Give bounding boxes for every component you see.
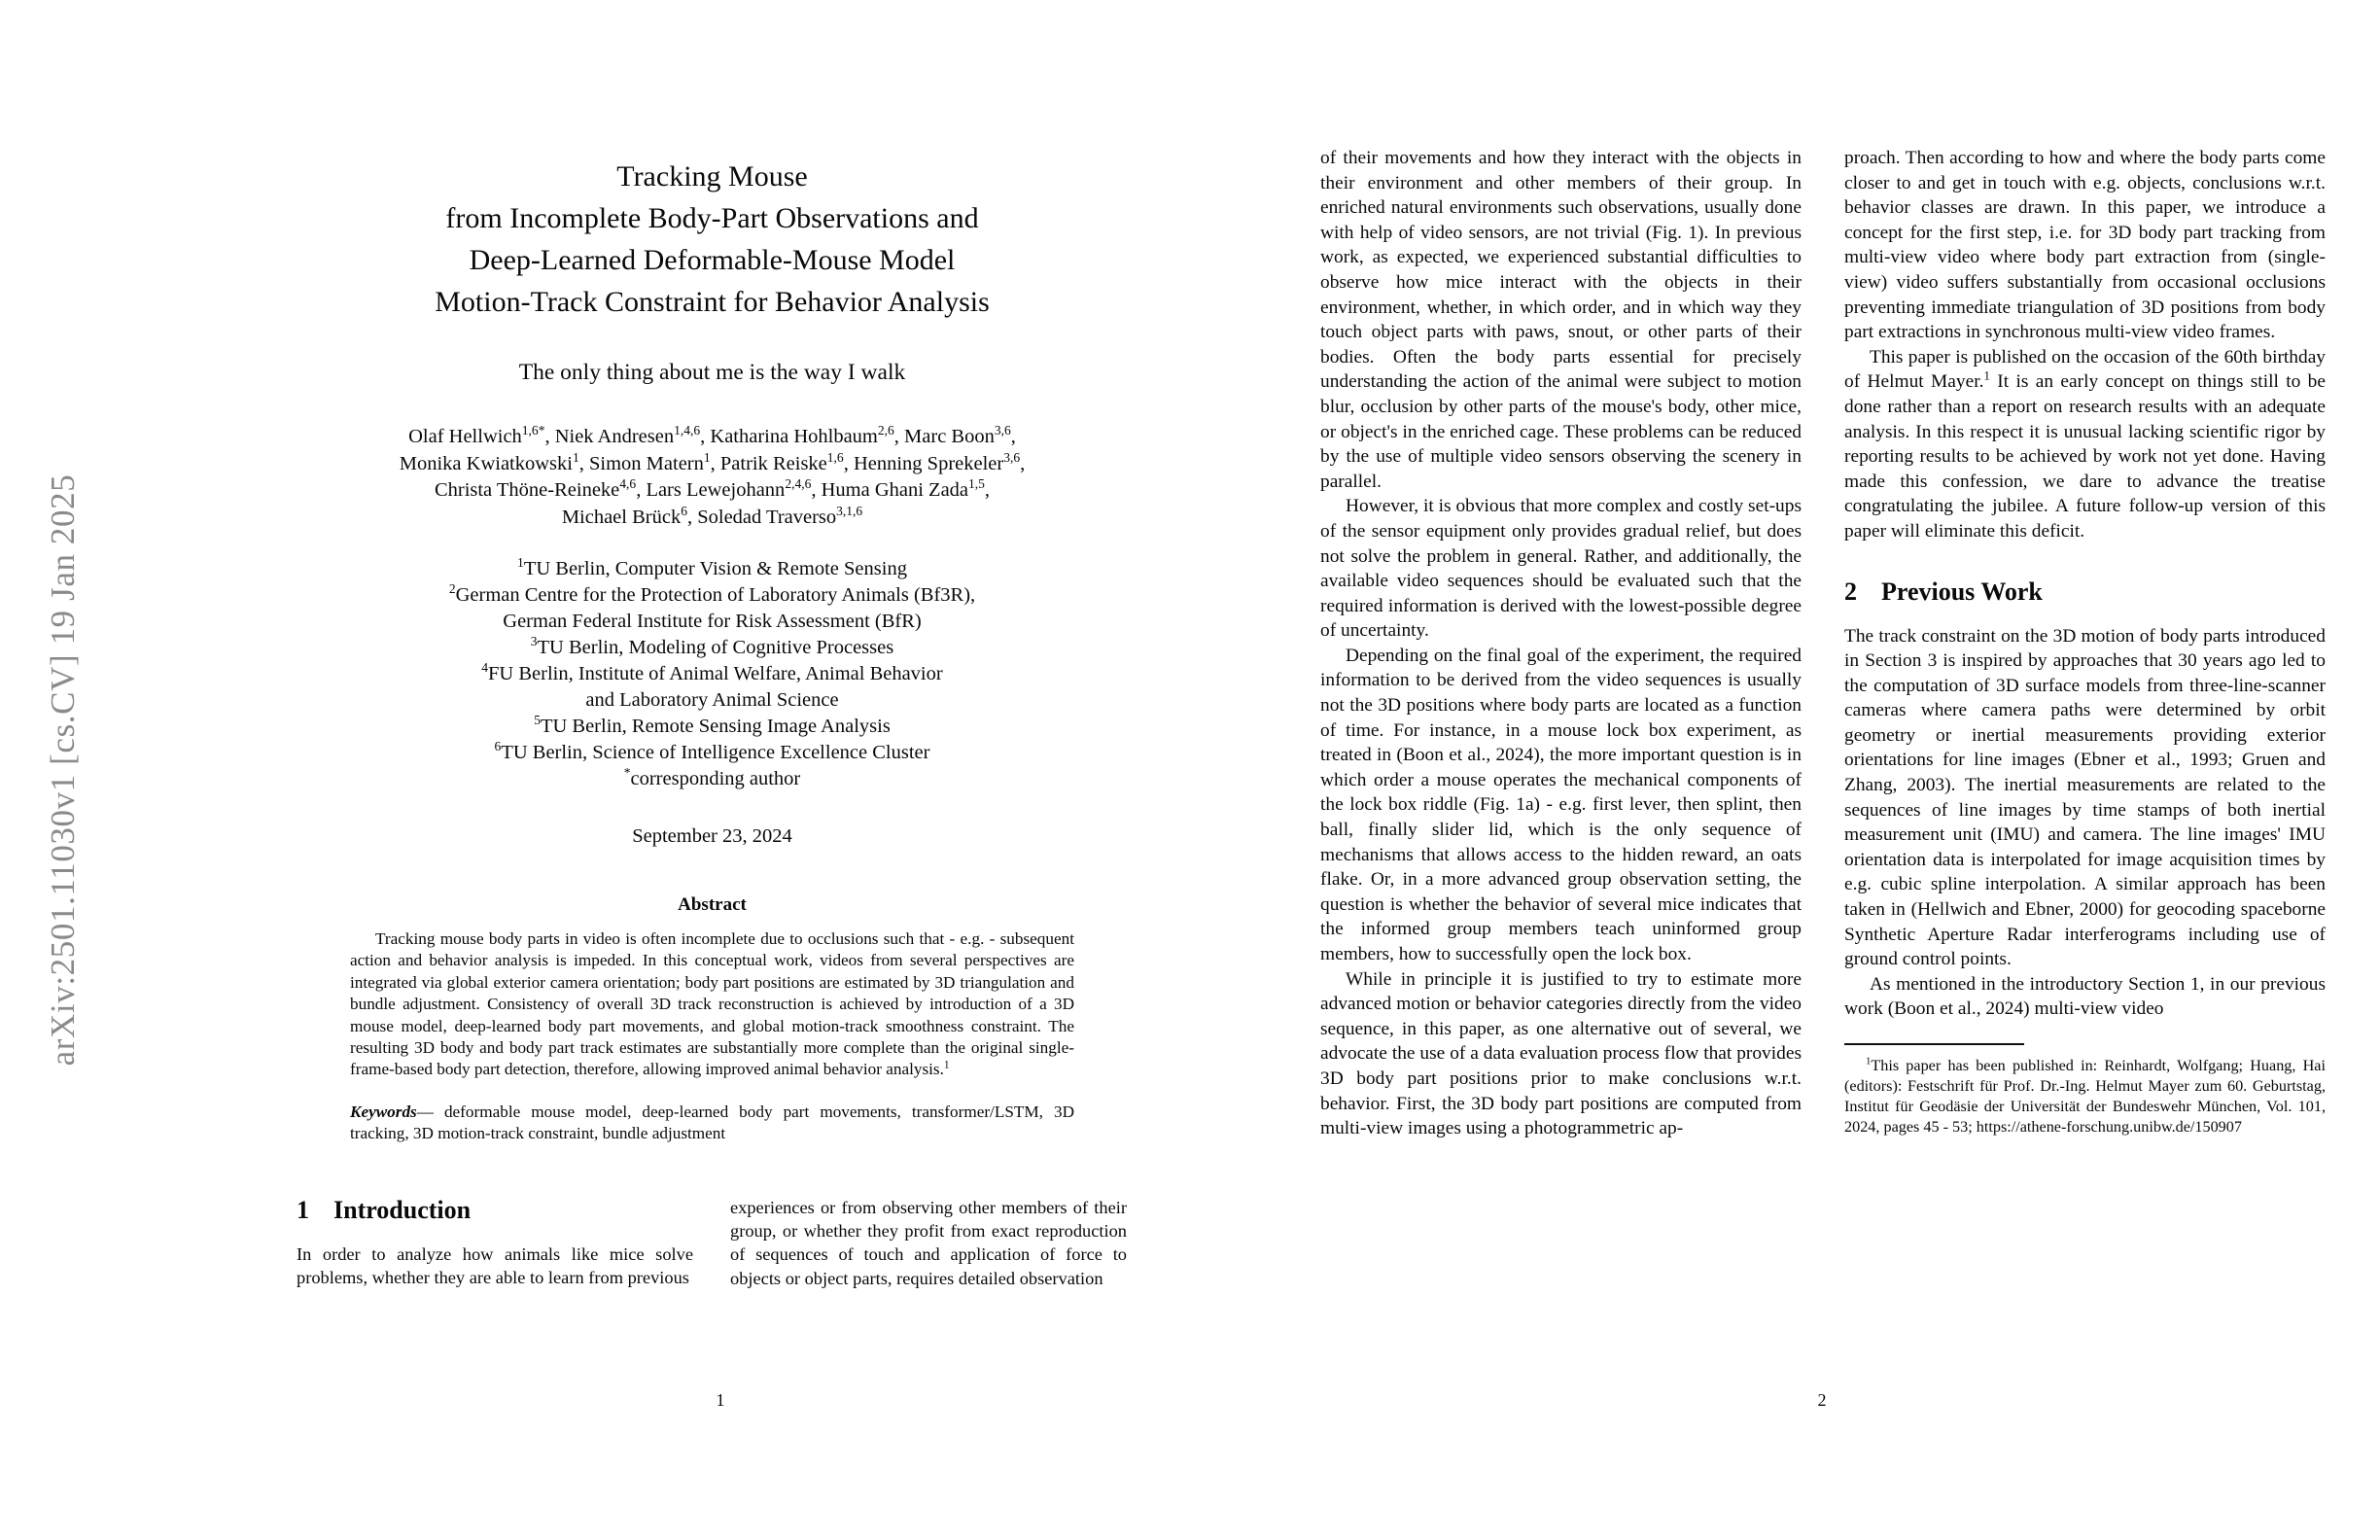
author-line-4: Michael Brück$^6$, Soledad Traverso$^{3,1,6}$ [561,503,863,528]
footnote-text: $^1$This paper has been published in: Reinhardt, Wolfgang; Huang, Hai (editors): Festschrift für Prof. Dr.-Ing. Helmut Mayer zum 60. Geburtstag, Institut für Geodäsie der Universität der Bundeswehr München, Vol. 101, 2024, pages 45 - 53; https://athene-forschung.unibw.de/150907 [1844,1055,2326,1137]
intro-paragraph-left: In order to analyze how animals like mice solve problems, whether they are able to learn from previous [297,1243,693,1287]
p2-right-paragraph-1: proach. Then according to how and where the body parts come closer to and get in touch with e.g. objects, conclusions w.r.t. behavior classes are drawn. In this paper, we introduce a concept for the first step, i.e. for 3D body part tracking from multi-view video where body part extraction from (single-view) video suffers substantially from occasional occlusions preventing immediate triangulation of 3D positions from body part extractions in synchronous multi-view video frames. [1844,148,2326,343]
p2-left-paragraph-4: While in principle it is justified to try to estimate more advanced motion or behavior categories directly from the video sequence, in this paper, as one alternative out of several, we advocate the use of a data evaluation process flow that provides 3D body part positions prior to make conclusions w.r.t. behavior. First, the 3D body part positions are computed from multi-view images using a photogrammetric ap- [1320,968,1802,1139]
keywords-text: deformable mouse model, deep-learned body part movements, transformer/LSTM, 3D tracking, 3D motion-track constraint, bundle adjustment [350,1102,1074,1143]
author-line-3: Christa Thöne-Reineke$^{4,6}$, Lars Lewejohann$^{2,4,6}$, Huma Ghani Zada$^{1,5}$, [434,476,991,501]
affiliation-5: $^5$TU Berlin, Remote Sensing Image Analysis [534,713,891,737]
p2-right-paragraph-3: The track constraint on the 3D motion of body parts introduced in Section 3 is inspired by approaches that 30 years ago led to the computation of 3D surface models from three-line-scanner cameras where camera paths were determined by orbit geometry or inertial measurements providing exterior orientations for line images (Ebner et al., 1993; Gruen and Zhang, 2003). The inertial measurements are related to the sequences of line images by time stamps of both inertial measurement unit (IMU) and camera. The line images' IMU orientation data is interpolated for image acquisition times by e.g. cubic spline interpolation. A similar approach has been taken in (Hellwich and Ebner, 2000) for geocoding spaceborne Synthetic Aperture Radar interferograms including use of ground control points. [1844,625,2326,970]
affiliation-6: $^6$TU Berlin, Science of Intelligence Excellence Cluster [494,739,930,763]
affiliation-1: $^1$TU Berlin, Computer Vision & Remote Sensing [517,555,907,579]
section-gap [1844,544,2326,578]
paper-subtitle: The only thing about me is the way I walk [518,360,906,385]
intro-column-right [730,1196,1127,1290]
abstract-text: Tracking mouse body parts in video is often incomplete due to occlusions such that - e.g. - subsequent action and behavior analysis is impeded. In this conceptual work, videos from several perspectives are integrated via global exterior camera orientation; body part positions are estimated by 3D triangulation and bundle adjustment. Consistency of overall 3D track reconstruction is achieved by introduction of a 3D mouse model, deep-learned body part movements, and global motion-track smoothness constraint. The resulting 3D body and body part track estimates are substantially more complete than the original single-frame-based body part detection, therefore, allowing improved animal behavior analysis.$^1$ [350,929,1074,1079]
page-2-column-right [1844,146,2326,1141]
section-1-title: Introduction [333,1195,472,1224]
corresponding-author-note: *corresponding author [623,765,801,789]
author-list [297,424,1128,531]
page-1 [126,0,1264,1540]
section-2-title: Previous Work [1881,577,2043,606]
keywords-dash: — [416,1102,434,1121]
affiliation-2: $^2$German Centre for the Protection of Laboratory Animals (Bf3R), [448,581,976,606]
keywords-block [297,1102,1128,1145]
p2-left-paragraph-3: Depending on the final goal of the experiment, the required information to be derived from the video sequences is usually not the 3D positions where body parts are located as a function of time. For instance, in a mouse lock box experiment, as treated in (Boon et al., 2024), the more important question is in which order a mouse operates the mechanical components of the lock box riddle (Fig. 1a) - e.g. first lever, then splint, then ball, finally slider lid, which is the only sequence of mechanisms that allows access to the hidden reward, an oats flake. Or, in a more advanced group observation setting, the question is whether the behavior of several mice indicates that the informed group members teach uninformed group members, how to successfully open the lock box. [1320,645,1802,964]
page-title [297,156,1128,323]
affiliation-4-cont: and Laboratory Animal Science [585,689,839,711]
author-line-1: Olaf Hellwich$^{1,6*}$, Niek Andresen$^{1,4,6}$, Katharina Hohlbaum$^{2,6}$, Marc Boon$^{3,6}$, [408,423,1016,447]
page-2-number: 2 [1817,1390,1827,1410]
page-2 [1264,0,2380,1540]
affiliation-3: $^3$TU Berlin, Modeling of Cognitive Processes [530,634,894,658]
page-1-content [297,146,1128,1290]
title-line-2: from Incomplete Body-Part Observations and [445,202,979,234]
page-2-column-left [1320,146,1802,1141]
paper-date: September 23, 2024 [632,825,792,847]
intro-paragraph-right: experiences or from observing other members of their group, or whether they profit from exact reproduction of sequences of touch and application of force to objects or object parts, requires detailed observation [730,1197,1127,1288]
arxiv-stamp-text: arXiv:2501.11030v1 [cs.CV] 19 Jan 2025 [44,473,82,1067]
title-line-1: Tracking Mouse [616,160,808,192]
introduction-section [297,1196,1128,1290]
author-line-2: Monika Kwiatkowski$^1$, Simon Matern$^1$, Patrik Reiske$^{1,6}$, Henning Sprekeler$^{3,6}$, [399,449,1026,474]
page-1-number: 1 [716,1390,725,1410]
affiliation-list [297,556,1128,792]
title-line-4: Motion-Track Constraint for Behavior Analysis [435,286,990,318]
intro-column-left [297,1196,693,1290]
p2-right-paragraph-4: As mentioned in the introductory Section 1, in our previous work (Boon et al., 2024) multi-view video [1844,973,2326,1020]
affiliation-4: $^4$FU Berlin, Institute of Animal Welfare, Animal Behavior [481,660,943,684]
footnote-block [1844,1043,2326,1138]
p2-right-paragraph-2: This paper is published on the occasion of the 60th birthday of Helmut Mayer.$^1$ It is an early concept on things still to be done rather than a report on research results with an adequate analysis. In this respect it is unusual lacking scientific rigor by reporting results to be achieved by work not yet done. Having made this confession, we dare to advance the treatise congratulating the jubilee. A future follow-up version of this paper will eliminate this deficit. [1844,346,2326,542]
section-1-heading [297,1196,693,1225]
page-2-columns [1320,146,2326,1141]
affiliation-2-cont: German Federal Institute for Risk Assessment (BfR) [503,611,922,632]
title-line-3: Deep-Learned Deformable-Mouse Model [469,244,956,276]
footnote-rule [1844,1043,2024,1045]
section-1-number: 1 [297,1195,309,1224]
section-2-heading [1844,578,2326,607]
abstract-heading: Abstract [678,894,747,915]
section-2-number: 2 [1844,577,1857,606]
keywords-label: Keywords [350,1102,417,1121]
abstract-section [297,894,1128,1081]
arxiv-stamp [0,0,126,1540]
page-2-content [1320,146,2326,1141]
p2-left-paragraph-2: However, it is obvious that more complex and costly set-ups of the sensor equipment only provides gradual relief, but does not solve the problem in general. Rather, and additionally, the available video sequences should be evaluated such that the required information is derived with the lowest-possible degree of uncertainty. [1320,496,1802,642]
p2-left-paragraph-1: of their movements and how they interact with the objects in their environment and other members of their group. In enriched natural environments such observations, usually done with help of video sensors, are not trivial (Fig. 1). In previous work, as expected, we experienced substantial difficulties to observe how mice interact with the objects in their environment, whether, in which order, and in which way they touch object parts with paws, snout, or other parts of their bodies. Often the body parts essential for precisely understanding the action of the animal were subject to motion blur, occlusion by other parts of the mouse's body, other mice, or object's in the enriched cage. These problems can be reduced by the use of multiple video sensors observing the scenery in parallel. [1320,148,1802,492]
